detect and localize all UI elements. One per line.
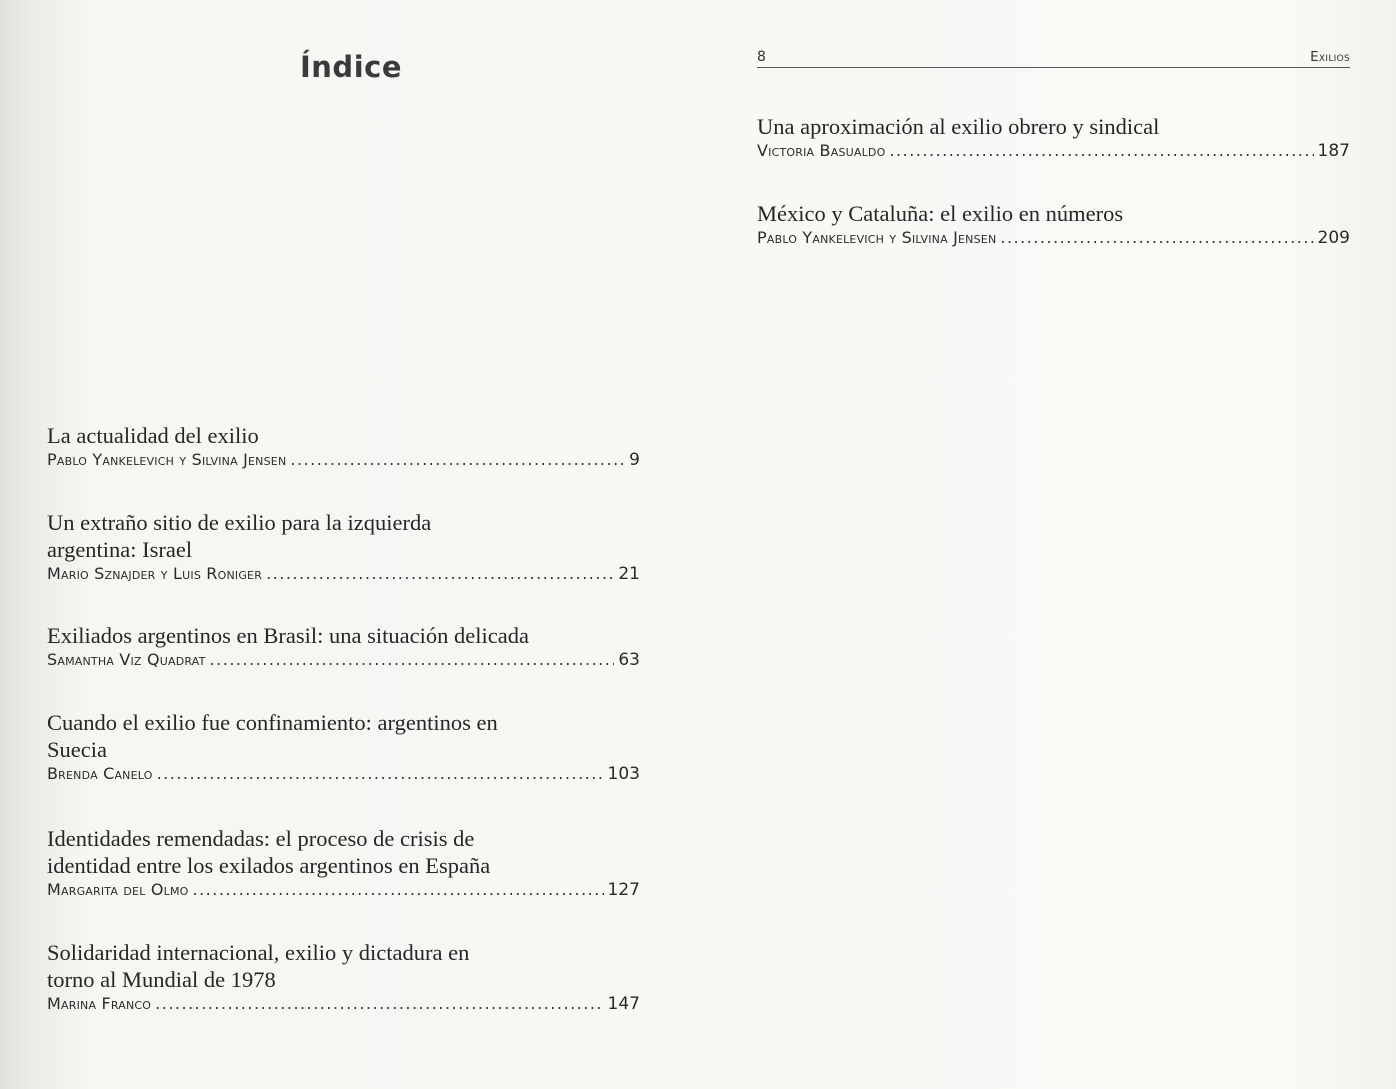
running-header [757,49,1350,68]
toc-entry [47,709,640,784]
entry-authors: Marina Franco [47,994,152,1013]
toc-entry [47,509,640,584]
entry-title: Una aproximación al exilio obrero y sindical [757,114,1160,139]
dot-leader [155,994,603,1013]
toc-entry [757,113,1350,161]
entry-authors: Mario Sznajder y Luis Roniger [47,564,263,583]
entry-title: La actualidad del exilio [47,423,259,448]
entry-title: Exiliados argentinos en Brasil: una situación delicada [47,623,529,648]
entry-page-number: 21 [618,564,640,584]
dot-leader [157,764,604,783]
entry-line [47,994,640,1014]
toc-entry [47,939,640,1014]
dot-leader [210,650,615,669]
page-title: Índice [300,50,402,84]
page-number: 8 [757,49,766,65]
entry-authors: Pablo Yankelevich y Silvina Jensen [757,228,997,247]
entry-page-number: 9 [629,450,640,470]
entry-line [47,650,640,670]
entry-authors: Pablo Yankelevich y Silvina Jensen [47,450,287,469]
dot-leader [266,564,614,583]
entry-line [757,228,1350,248]
entry-line [47,564,640,584]
entry-title: México y Cataluña: el exilio en números [757,201,1124,226]
toc-entry [757,200,1350,248]
entry-title: Solidaridad internacional, exilio y dictadura en torno al Mundial de 1978 [47,940,470,992]
entry-page-number: 147 [607,994,640,1014]
toc-entry [47,622,640,670]
left-page [0,0,690,1089]
entry-page-number: 187 [1317,141,1350,161]
entry-title: Cuando el exilio fue confinamiento: argentinos en Suecia [47,710,498,762]
right-page [690,0,1396,1089]
dot-leader [193,880,604,899]
entry-line [47,880,640,900]
entry-page-number: 63 [618,650,640,670]
running-head-title: Exilios [1310,49,1350,65]
dot-leader [290,450,625,469]
entry-authors: Victoria Basualdo [757,141,886,160]
entry-authors: Margarita del Olmo [47,880,189,899]
dot-leader [1000,228,1313,247]
entry-page-number: 209 [1317,228,1350,248]
entry-page-number: 127 [607,880,640,900]
toc-entry [47,825,640,900]
entry-line [757,141,1350,161]
dot-leader [889,141,1313,160]
entry-title: Un extraño sitio de exilio para la izquierda argentina: Israel [47,510,432,562]
entry-line [47,764,640,784]
entry-authors: Samantha Viz Quadrat [47,650,206,669]
entry-authors: Brenda Canelo [47,764,153,783]
toc-entry [47,422,640,470]
entry-page-number: 103 [607,764,640,784]
entry-title: Identidades remendadas: el proceso de crisis de identidad entre los exilados argentinos en España [47,826,491,878]
entry-line [47,450,640,470]
